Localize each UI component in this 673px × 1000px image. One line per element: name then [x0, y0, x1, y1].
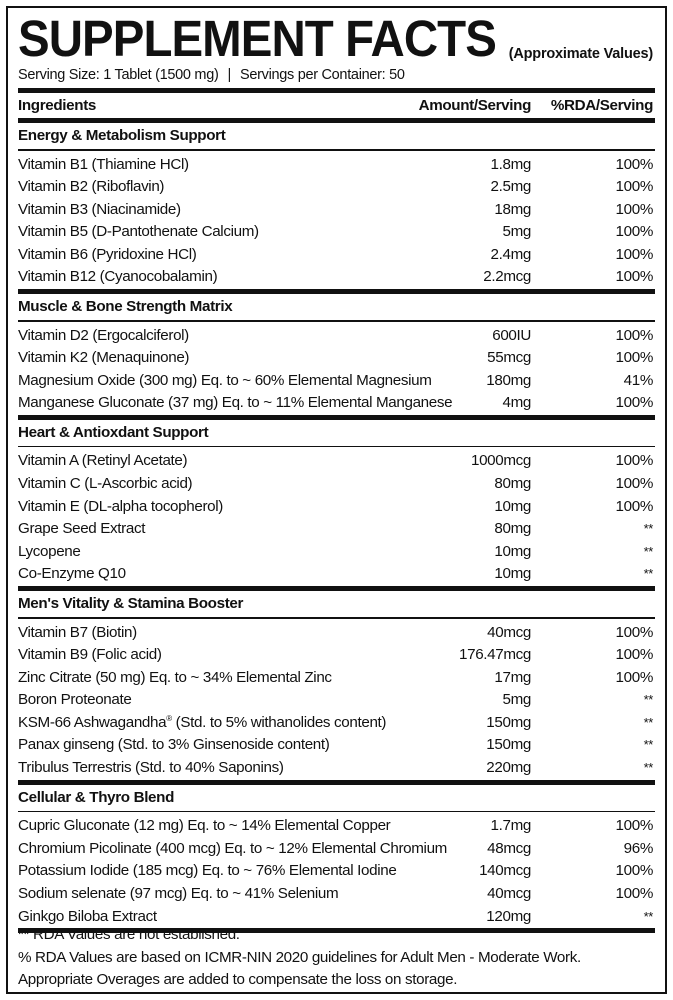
footer-note-rda-not-established: ** RDA Values are not established.	[18, 926, 240, 943]
ingredient-amount: 10mg	[494, 565, 531, 583]
ingredient-rda: 100%	[615, 326, 653, 344]
ingredient-name: Vitamin B2 (Riboflavin)	[18, 178, 165, 196]
ingredient-amount: 1000mcg	[470, 452, 531, 470]
ingredient-rda: 96%	[623, 839, 653, 857]
ingredient-row	[18, 154, 655, 177]
section-header	[18, 785, 655, 811]
ingredient-rda: **	[643, 714, 653, 730]
ingredient-row	[18, 221, 655, 244]
ingredient-amount: 220mg	[486, 759, 531, 777]
ingredient-rda: 100%	[615, 862, 653, 880]
section-header	[18, 294, 655, 320]
section-title: Heart & Antioxdant Support	[18, 423, 209, 441]
ingredient-row	[18, 450, 655, 473]
ingredient-rda: **	[643, 908, 653, 924]
column-header-amount: Amount/Serving	[418, 97, 531, 114]
ingredient-row	[18, 392, 655, 415]
ingredient-amount: 48mcg	[487, 839, 531, 857]
ingredient-row	[18, 473, 655, 496]
panel-header	[18, 10, 655, 67]
ingredient-row	[18, 622, 655, 645]
ingredient-row	[18, 667, 655, 690]
ingredient-name: Panax ginseng (Std. to 3% Ginsenoside content)	[18, 736, 330, 754]
ingredient-rda: 100%	[615, 245, 653, 263]
ingredient-amount: 10mg	[494, 542, 531, 560]
ingredient-rda: 100%	[615, 884, 653, 902]
ingredient-rda: **	[643, 737, 653, 753]
ingredient-name-suffix: (Std. to 5% withanolides content)	[171, 713, 387, 731]
ingredient-amount: 80mg	[494, 520, 531, 538]
ingredient-row	[18, 757, 655, 780]
section-header	[18, 123, 655, 149]
ingredient-name: Manganese Gluconate (37 mg) Eq. to ~ 11% Elemental Manganese	[18, 394, 453, 412]
footer-notes	[18, 924, 655, 992]
page-title: SUPPLEMENT FACTS	[18, 10, 496, 67]
ingredient-rda: 41%	[623, 371, 653, 389]
ingredient-row	[18, 860, 655, 883]
ingredient-row	[18, 563, 655, 586]
ingredient-name: Vitamin E (DL-alpha tocopherol)	[18, 497, 223, 515]
ingredient-row	[18, 370, 655, 393]
ingredient-row	[18, 496, 655, 519]
ingredient-rda: 100%	[615, 394, 653, 412]
ingredient-rda: **	[643, 543, 653, 559]
approximate-values-note: (Approximate Values)	[508, 46, 653, 62]
serving-separator: |	[227, 67, 231, 83]
ingredient-amount: 2.2mcg	[483, 268, 531, 286]
registered-mark: ®	[166, 713, 172, 723]
ingredient-row	[18, 815, 655, 838]
ingredient-amount: 1.8mg	[490, 155, 531, 173]
ingredient-name: Vitamin B3 (Niacinamide)	[18, 200, 181, 218]
serving-size: Serving Size: 1 Tablet (1500 mg)	[18, 67, 219, 83]
ingredient-rda: **	[643, 760, 653, 776]
ingredient-name: Boron Proteonate	[18, 691, 132, 709]
sections-container	[8, 118, 665, 933]
ingredient-name: Grape Seed Extract	[18, 520, 146, 538]
panel-inner	[18, 8, 655, 992]
section-title: Muscle & Bone Strength Matrix	[18, 298, 233, 316]
ingredient-amount: 600IU	[492, 326, 531, 344]
ingredient-name: Vitamin B9 (Folic acid)	[18, 646, 162, 664]
section-title: Energy & Metabolism Support	[18, 127, 226, 144]
ingredient-rda: 100%	[615, 200, 653, 218]
ingredient-row	[18, 325, 655, 348]
ingredient-amount: 150mg	[486, 736, 531, 754]
ingredient-rda: 100%	[615, 475, 653, 493]
ingredient-amount: 10mg	[494, 497, 531, 515]
footer-note-overages: Appropriate Overages are added to compensate the loss on storage.	[18, 971, 458, 989]
ingredient-rda: **	[643, 521, 653, 537]
ingredient-amount: 40mcg	[487, 884, 531, 902]
ingredient-name: Cupric Gluconate (12 mg) Eq. to ~ 14% Elemental Copper	[18, 817, 391, 835]
ingredient-row	[18, 838, 655, 861]
ingredient-amount: 80mg	[494, 475, 531, 493]
ingredient-rda: 100%	[615, 646, 653, 664]
ingredient-amount: 18mg	[494, 200, 531, 218]
ingredient-name: Vitamin K2 (Menaquinone)	[18, 349, 190, 367]
ingredient-row	[18, 266, 655, 289]
ingredient-row	[18, 644, 655, 667]
ingredient-rda: 100%	[615, 349, 653, 367]
section-title: Cellular & Thyro Blend	[18, 788, 175, 806]
ingredient-amount: 40mcg	[487, 623, 531, 641]
ingredient-name: Potassium Iodide (185 mcg) Eq. to ~ 76% Elemental Iodine	[18, 862, 397, 880]
ingredient-row	[18, 347, 655, 370]
ingredient-amount: 2.4mg	[490, 245, 531, 263]
ingredient-amount: 5mg	[502, 223, 531, 241]
ingredient-name	[18, 712, 386, 735]
ingredient-rda: 100%	[615, 497, 653, 515]
supplement-facts-panel	[6, 6, 667, 994]
ingredient-name: Lycopene	[18, 542, 81, 560]
ingredient-rda: **	[643, 692, 653, 708]
ingredient-row	[18, 176, 655, 199]
ingredient-row	[18, 244, 655, 267]
ingredient-rda: 100%	[615, 155, 653, 173]
ingredient-row	[18, 541, 655, 564]
section-header	[18, 420, 655, 446]
ingredient-amount: 180mg	[486, 371, 531, 389]
ingredient-name: Tribulus Terrestris (Std. to 40% Saponins)	[18, 759, 284, 777]
ingredient-name: Vitamin C (L-Ascorbic acid)	[18, 475, 193, 493]
ingredient-rda: 100%	[615, 223, 653, 241]
section-header	[18, 591, 655, 617]
ingredient-amount: 120mg	[486, 907, 531, 925]
ingredient-rda: 100%	[615, 623, 653, 641]
ingredient-name: Vitamin A (Retinyl Acetate)	[18, 452, 188, 470]
ingredient-rda: 100%	[615, 817, 653, 835]
ingredient-amount: 55mcg	[487, 349, 531, 367]
ingredient-row	[18, 734, 655, 757]
ingredient-row	[18, 518, 655, 541]
section-title: Men's Vitality & Stamina Booster	[18, 595, 244, 612]
ingredient-rda: 100%	[615, 668, 653, 686]
ingredient-name: Zinc Citrate (50 mg) Eq. to ~ 34% Elemental Zinc	[18, 668, 332, 686]
ingredient-amount: 150mg	[486, 713, 531, 731]
ingredient-rda: 100%	[615, 178, 653, 196]
ingredient-row	[18, 883, 655, 906]
ingredient-name: Vitamin B6 (Pyridoxine HCl)	[18, 245, 197, 263]
ingredient-name: Chromium Picolinate (400 mcg) Eq. to ~ 12% Elemental Chromium	[18, 839, 447, 857]
ingredient-amount: 5mg	[502, 691, 531, 709]
column-header-ingredients: Ingredients	[18, 97, 97, 114]
ingredient-rda: 100%	[615, 452, 653, 470]
ingredient-name: Ginkgo Biloba Extract	[18, 907, 157, 925]
ingredient-row	[18, 712, 655, 735]
ingredient-amount: 140mcg	[479, 862, 531, 880]
column-header-rda: %RDA/Serving	[550, 97, 653, 114]
servings-per-container: Servings per Container: 50	[239, 67, 405, 83]
ingredient-rda: 100%	[615, 268, 653, 286]
ingredient-amount: 1.7mg	[490, 817, 531, 835]
ingredient-amount: 17mg	[494, 668, 531, 686]
ingredient-name: Vitamin B7 (Biotin)	[18, 623, 137, 641]
ingredient-name: Vitamin B12 (Cyanocobalamin)	[18, 268, 218, 286]
column-header-row	[18, 93, 655, 118]
ingredient-name: Sodium selenate (97 mcg) Eq. to ~ 41% Selenium	[18, 884, 339, 902]
ingredient-rda: **	[643, 566, 653, 582]
ingredient-name: Magnesium Oxide (300 mg) Eq. to ~ 60% Elemental Magnesium	[18, 371, 432, 389]
ingredient-name-text: KSM-66 Ashwagandha	[18, 713, 167, 731]
ingredient-row	[18, 689, 655, 712]
ingredient-amount: 2.5mg	[490, 178, 531, 196]
ingredient-name: Vitamin B5 (D-Pantothenate Calcium)	[18, 223, 259, 241]
ingredient-name: Co-Enzyme Q10	[18, 565, 126, 583]
ingredient-amount: 4mg	[502, 394, 531, 412]
ingredient-amount: 176.47mcg	[459, 646, 531, 664]
ingredient-row	[18, 199, 655, 222]
facts-table	[8, 88, 665, 933]
ingredient-name: Vitamin D2 (Ergocalciferol)	[18, 326, 189, 344]
ingredient-name: Vitamin B1 (Thiamine HCl)	[18, 155, 189, 173]
footer-note-icmr-guidelines: % RDA Values are based on ICMR-NIN 2020 guidelines for Adult Men - Moderate Work.	[18, 948, 581, 966]
serving-info	[18, 65, 655, 85]
